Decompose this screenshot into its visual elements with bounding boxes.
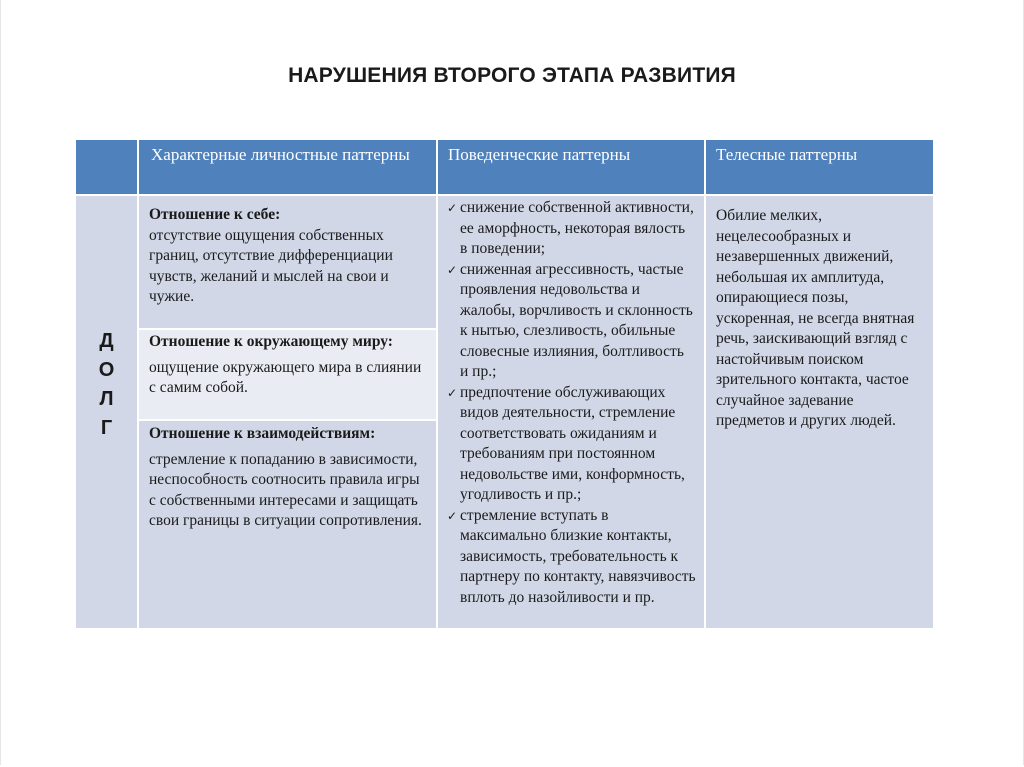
- row-label-letter: Л: [99, 388, 114, 410]
- bodily-cell: [706, 194, 933, 628]
- row-label-cell: [76, 194, 139, 628]
- personality-self-text: отсутствие ощущения собственных границ, отсутствие дифференциации чувств, желаний и мыслей на свои и чужие.: [149, 226, 393, 305]
- patterns-table: [76, 140, 933, 628]
- behavioral-item: ✓ предпочтение обслуживающих видов деятельности, стремление соответствовать ожиданиям и требованиям при постоянном недовольстве ими, конформность, угодливость и пр.;: [448, 383, 696, 506]
- behavioral-item: ✓ сниженная агрессивность, частые проявления недовольства и жалобы, ворчливость и склонность к нытью, слезливость, обильные словесные излияния, болтливость и пр.;: [448, 260, 696, 383]
- header-personality: Характерные личностные паттерны: [139, 140, 438, 194]
- personality-world-text: ощущение окружающего мира в слиянии с самим собой.: [149, 358, 422, 396]
- behavioral-cell: [438, 194, 706, 628]
- row-label-letter: Г: [100, 417, 113, 439]
- header-corner-cell: [76, 140, 139, 194]
- header-bodily: Телесные паттерны: [706, 140, 933, 194]
- bodily-text: Обилие мелких, нецелесообразных и незавершенных движений, небольшая их амплитуда, опирающиеся позы, ускоренная, не всегда внятная речь, заискивающий взгляд с настойчивым поиском зрительного контакта, частое случайное задевание предметов и других людей.: [716, 207, 915, 429]
- personality-world-cell: [139, 328, 438, 419]
- personality-interaction-text: стремление к попаданию в зависимости, неспособность соотносить правила игры с собственными интересами и защищать свои границы в ситуации сопротивления.: [149, 450, 422, 529]
- behavioral-item: ✓ снижение собственной активности, ее аморфность, некоторая вялость в поведении;: [448, 198, 696, 260]
- personality-self-heading: Отношение к себе:: [149, 206, 281, 223]
- personality-interaction-cell: [139, 419, 438, 628]
- personality-world-heading: Отношение к окружающему миру:: [149, 333, 393, 350]
- row-label-letter: Д: [99, 330, 114, 352]
- row-label-letter: О: [98, 359, 115, 381]
- behavioral-item: ✓ стремление вступать в максимально близкие контакты, зависимость, требовательность к партнеру по контакту, навязчивость вплоть до назойливости и пр.: [448, 506, 696, 609]
- row-label-vertical: [76, 327, 137, 443]
- slide-title: НАРУШЕНИЯ ВТОРОГО ЭТАПА РАЗВИТИЯ: [288, 64, 736, 87]
- personality-interaction-heading: Отношение к взаимодействиям:: [149, 425, 376, 442]
- header-behavioral: Поведенческие паттерны: [438, 140, 706, 194]
- personality-self-cell: [139, 194, 438, 328]
